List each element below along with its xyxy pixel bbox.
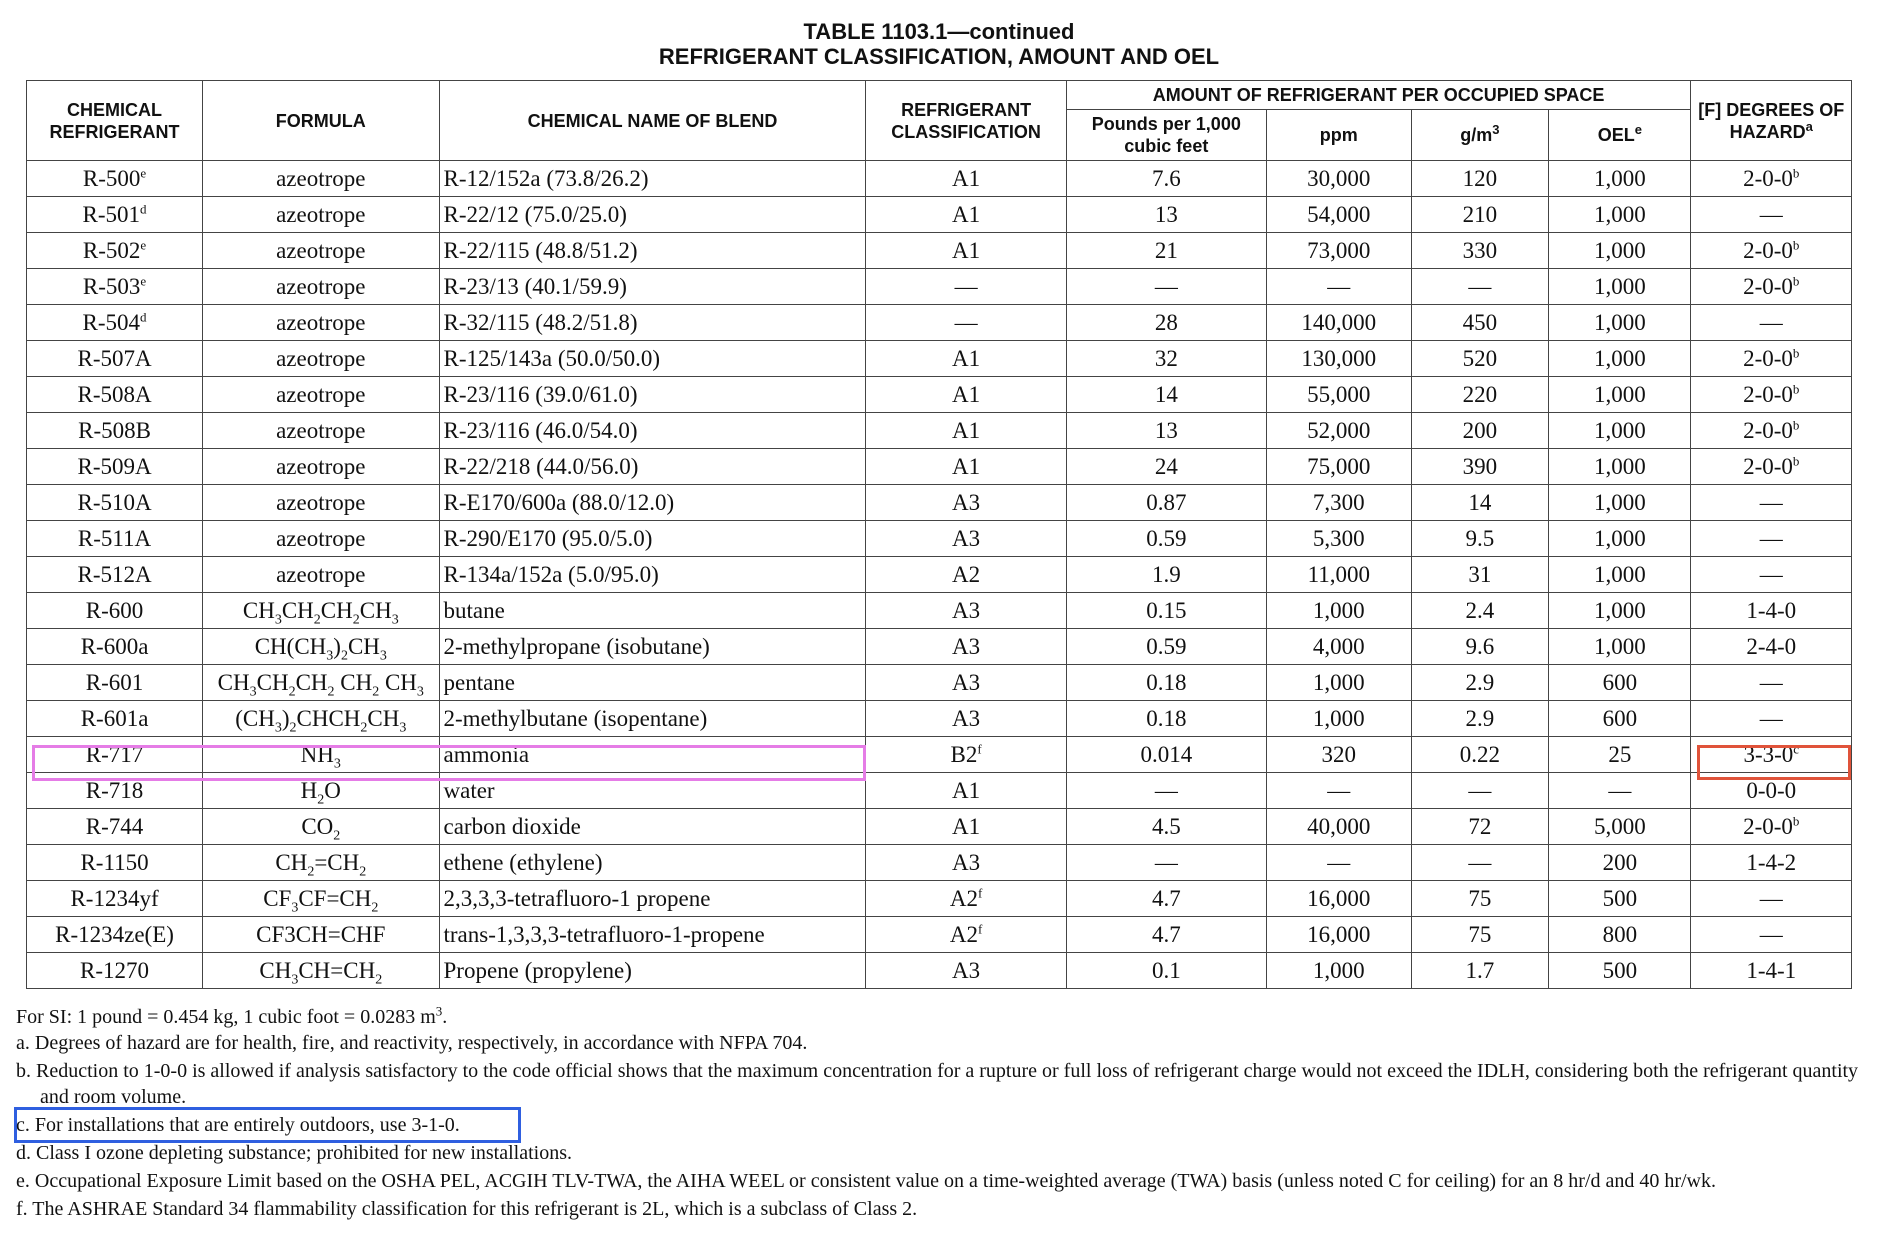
- cell-gm3: 2.9: [1411, 701, 1549, 737]
- header-ppm: ppm: [1266, 110, 1411, 161]
- table-row: [27, 845, 1852, 881]
- cell-hazard: 0-0-0: [1691, 773, 1852, 809]
- table-row: [27, 557, 1852, 593]
- cell-ppm: 54,000: [1266, 197, 1411, 233]
- cell-gm3: 75: [1411, 881, 1549, 917]
- table-row: [27, 665, 1852, 701]
- table-row: [27, 305, 1852, 341]
- cell-blend-name: ammonia: [439, 737, 866, 773]
- cell-refrigerant: R-600: [27, 593, 203, 629]
- cell-oel: 1,000: [1549, 593, 1691, 629]
- table-row: [27, 341, 1852, 377]
- cell-hazard: 3-3-0$^c$: [1691, 737, 1852, 773]
- cell-gm3: 220: [1411, 377, 1549, 413]
- cell-classification: —: [866, 305, 1066, 341]
- cell-formula: azeotrope: [203, 269, 439, 305]
- cell-pounds: 7.6: [1066, 161, 1266, 197]
- cell-blend-name: R-22/12 (75.0/25.0): [439, 197, 866, 233]
- cell-pounds: 0.014: [1066, 737, 1266, 773]
- cell-oel: 500: [1549, 953, 1691, 989]
- cell-refrigerant: R-501$^d$: [27, 197, 203, 233]
- cell-hazard: 1-4-0: [1691, 593, 1852, 629]
- cell-ppm: 1,000: [1266, 953, 1411, 989]
- cell-oel: 1,000: [1549, 305, 1691, 341]
- table-row: [27, 485, 1852, 521]
- cell-hazard: —: [1691, 701, 1852, 737]
- cell-pounds: 0.1: [1066, 953, 1266, 989]
- cell-blend-name: R-23/13 (40.1/59.9): [439, 269, 866, 305]
- cell-hazard: 2-0-0$^b$: [1691, 413, 1852, 449]
- cell-ppm: 30,000: [1266, 161, 1411, 197]
- cell-gm3: 9.6: [1411, 629, 1549, 665]
- header-blend: CHEMICAL NAME OF BLEND: [439, 81, 866, 161]
- cell-hazard: —: [1691, 665, 1852, 701]
- cell-pounds: 0.15: [1066, 593, 1266, 629]
- cell-formula: azeotrope: [203, 305, 439, 341]
- cell-formula: $CH(CH_3)_2CH_3$: [203, 629, 439, 665]
- cell-formula: $(CH_3)_2CHCH_2CH_3$: [203, 701, 439, 737]
- cell-formula: azeotrope: [203, 341, 439, 377]
- cell-formula: $CO_2$: [203, 809, 439, 845]
- cell-classification: A2: [866, 557, 1066, 593]
- cell-formula: $CH_2=CH_2$: [203, 845, 439, 881]
- cell-classification: —: [866, 269, 1066, 305]
- cell-pounds: 4.7: [1066, 917, 1266, 953]
- cell-ppm: 5,300: [1266, 521, 1411, 557]
- header-hazard: [F] DEGREES OF HAZARD$^a$: [1691, 81, 1852, 161]
- cell-refrigerant: R-508A: [27, 377, 203, 413]
- cell-classification: A3: [866, 593, 1066, 629]
- cell-oel: 500: [1549, 881, 1691, 917]
- cell-ppm: —: [1266, 269, 1411, 305]
- header-gm3: $g/m^3$: [1411, 110, 1549, 161]
- cell-formula: azeotrope: [203, 557, 439, 593]
- cell-oel: 1,000: [1549, 485, 1691, 521]
- cell-ppm: 1,000: [1266, 701, 1411, 737]
- cell-oel: 1,000: [1549, 269, 1691, 305]
- cell-oel: 800: [1549, 917, 1691, 953]
- cell-classification: A1: [866, 773, 1066, 809]
- cell-pounds: 14: [1066, 377, 1266, 413]
- cell-classification: A3: [866, 701, 1066, 737]
- cell-refrigerant: R-744: [27, 809, 203, 845]
- table-row: [27, 449, 1852, 485]
- cell-hazard: 2-0-0$^b$: [1691, 269, 1852, 305]
- cell-ppm: 73,000: [1266, 233, 1411, 269]
- cell-refrigerant: R-601a: [27, 701, 203, 737]
- cell-formula: $CH_3CH_2CH_2$ $CH_2$ $CH_3$: [203, 665, 439, 701]
- cell-gm3: 390: [1411, 449, 1549, 485]
- cell-ppm: —: [1266, 773, 1411, 809]
- cell-blend-name: carbon dioxide: [439, 809, 866, 845]
- cell-oel: 5,000: [1549, 809, 1691, 845]
- cell-pounds: 13: [1066, 197, 1266, 233]
- cell-hazard: 2-0-0$^b$: [1691, 449, 1852, 485]
- cell-oel: 1,000: [1549, 341, 1691, 377]
- cell-pounds: 28: [1066, 305, 1266, 341]
- cell-blend-name: trans-1,3,3,3-tetrafluoro-1-propene: [439, 917, 866, 953]
- table-row: [27, 629, 1852, 665]
- cell-oel: 1,000: [1549, 161, 1691, 197]
- cell-hazard: —: [1691, 557, 1852, 593]
- cell-gm3: 210: [1411, 197, 1549, 233]
- cell-formula: azeotrope: [203, 233, 439, 269]
- cell-formula: $H_2O$: [203, 773, 439, 809]
- cell-hazard: 2-0-0$^b$: [1691, 377, 1852, 413]
- cell-classification: A2$^f$: [866, 917, 1066, 953]
- table-row: [27, 881, 1852, 917]
- cell-oel: 200: [1549, 845, 1691, 881]
- cell-gm3: 2.4: [1411, 593, 1549, 629]
- cell-pounds: 13: [1066, 413, 1266, 449]
- table-row: [27, 413, 1852, 449]
- cell-classification: A1: [866, 233, 1066, 269]
- cell-oel: 600: [1549, 665, 1691, 701]
- cell-ppm: 1,000: [1266, 593, 1411, 629]
- cell-blend-name: R-290/E170 (95.0/5.0): [439, 521, 866, 557]
- cell-classification: A3: [866, 953, 1066, 989]
- cell-refrigerant: R-1234ze(E): [27, 917, 203, 953]
- cell-hazard: —: [1691, 197, 1852, 233]
- cell-classification: A3: [866, 629, 1066, 665]
- cell-formula: $CF_3CF=CH_2$: [203, 881, 439, 917]
- cell-pounds: 0.18: [1066, 701, 1266, 737]
- header-chemical: CHEMICAL REFRIGERANT: [27, 81, 203, 161]
- highlight-hazard-r717: [1697, 745, 1851, 780]
- cell-refrigerant: R-600a: [27, 629, 203, 665]
- cell-blend-name: R-23/116 (46.0/54.0): [439, 413, 866, 449]
- table-row: [27, 701, 1852, 737]
- cell-ppm: 11,000: [1266, 557, 1411, 593]
- header-amount-group: AMOUNT OF REFRIGERANT PER OCCUPIED SPACE: [1066, 81, 1691, 110]
- cell-hazard: 2-0-0$^b$: [1691, 161, 1852, 197]
- cell-pounds: 24: [1066, 449, 1266, 485]
- cell-gm3: 450: [1411, 305, 1549, 341]
- header-formula: FORMULA: [203, 81, 439, 161]
- cell-blend-name: Propene (propylene): [439, 953, 866, 989]
- cell-classification: A1: [866, 413, 1066, 449]
- table-row: [27, 377, 1852, 413]
- cell-oel: 1,000: [1549, 377, 1691, 413]
- cell-hazard: 2-0-0$^b$: [1691, 341, 1852, 377]
- cell-pounds: 4.7: [1066, 881, 1266, 917]
- cell-blend-name: R-23/116 (39.0/61.0): [439, 377, 866, 413]
- cell-gm3: 330: [1411, 233, 1549, 269]
- table-row: [27, 953, 1852, 989]
- cell-oel: 1,000: [1549, 197, 1691, 233]
- cell-blend-name: R-22/115 (48.8/51.2): [439, 233, 866, 269]
- table-row: [27, 917, 1852, 953]
- cell-formula: azeotrope: [203, 377, 439, 413]
- cell-pounds: 0.87: [1066, 485, 1266, 521]
- cell-classification: A1: [866, 809, 1066, 845]
- table-row: [27, 197, 1852, 233]
- cell-refrigerant: R-510A: [27, 485, 203, 521]
- cell-gm3: 120: [1411, 161, 1549, 197]
- cell-hazard: —: [1691, 881, 1852, 917]
- cell-formula: azeotrope: [203, 449, 439, 485]
- cell-refrigerant: R-508B: [27, 413, 203, 449]
- cell-gm3: 2.9: [1411, 665, 1549, 701]
- cell-hazard: —: [1691, 521, 1852, 557]
- cell-oel: 600: [1549, 701, 1691, 737]
- cell-gm3: —: [1411, 845, 1549, 881]
- cell-ppm: 52,000: [1266, 413, 1411, 449]
- table-row: [27, 161, 1852, 197]
- cell-hazard: 1-4-1: [1691, 953, 1852, 989]
- table-row: [27, 593, 1852, 629]
- cell-ppm: 16,000: [1266, 881, 1411, 917]
- cell-formula: CF3CH=CHF: [203, 917, 439, 953]
- cell-oel: 1,000: [1549, 413, 1691, 449]
- cell-oel: 1,000: [1549, 629, 1691, 665]
- table-row: [27, 809, 1852, 845]
- cell-hazard: 2-4-0: [1691, 629, 1852, 665]
- cell-classification: A3: [866, 845, 1066, 881]
- cell-gm3: 75: [1411, 917, 1549, 953]
- cell-formula: azeotrope: [203, 413, 439, 449]
- cell-pounds: 1.9: [1066, 557, 1266, 593]
- cell-gm3: 9.5: [1411, 521, 1549, 557]
- cell-refrigerant: R-717: [27, 737, 203, 773]
- note-f: f. The ASHRAE Standard 34 flammability classification for this refrigerant is 2L, which is a subclass of Class 2.: [16, 1198, 918, 1220]
- cell-ppm: 320: [1266, 737, 1411, 773]
- footnotes: [16, 1004, 1866, 1224]
- table-row: [27, 233, 1852, 269]
- cell-refrigerant: R-511A: [27, 521, 203, 557]
- table-row: [27, 269, 1852, 305]
- note-d: d. Class I ozone depleting substance; prohibited for new installations.: [16, 1142, 572, 1164]
- cell-pounds: —: [1066, 773, 1266, 809]
- cell-blend-name: ethene (ethylene): [439, 845, 866, 881]
- cell-gm3: 200: [1411, 413, 1549, 449]
- cell-classification: A1: [866, 377, 1066, 413]
- cell-hazard: 2-0-0$^b$: [1691, 809, 1852, 845]
- cell-refrigerant: R-502e: [27, 233, 203, 269]
- cell-blend-name: R-32/115 (48.2/51.8): [439, 305, 866, 341]
- header-oel: OEL$^e$: [1549, 110, 1691, 161]
- table-title: TABLE 1103.1—continued: [803, 19, 1075, 44]
- cell-gm3: —: [1411, 773, 1549, 809]
- cell-ppm: 16,000: [1266, 917, 1411, 953]
- note-b: b. Reduction to 1-0-0 is allowed if analysis satisfactory to the code official shows that the maximum concentration for a rupture or full loss of refrigerant charge would not exceed the IDLH, considering both the refrigerant quantity and room volume.: [16, 1060, 1859, 1108]
- cell-ppm: 4,000: [1266, 629, 1411, 665]
- cell-refrigerant: R-1234yf: [27, 881, 203, 917]
- cell-formula: azeotrope: [203, 485, 439, 521]
- cell-pounds: 21: [1066, 233, 1266, 269]
- cell-pounds: 0.18: [1066, 665, 1266, 701]
- cell-classification: A1: [866, 197, 1066, 233]
- cell-refrigerant: R-509A: [27, 449, 203, 485]
- cell-oel: 1,000: [1549, 233, 1691, 269]
- cell-pounds: —: [1066, 845, 1266, 881]
- cell-refrigerant: R-507A: [27, 341, 203, 377]
- note-c: c. For installations that are entirely outdoors, use 3-1-0.: [16, 1114, 460, 1136]
- cell-pounds: 32: [1066, 341, 1266, 377]
- cell-formula: $NH_3$: [203, 737, 439, 773]
- cell-oel: 1,000: [1549, 449, 1691, 485]
- note-a: a. Degrees of hazard are for health, fire, and reactivity, respectively, in accordance with NFPA 704.: [16, 1032, 808, 1054]
- cell-oel: —: [1549, 773, 1691, 809]
- cell-classification: A3: [866, 521, 1066, 557]
- cell-ppm: 40,000: [1266, 809, 1411, 845]
- table-row: [27, 521, 1852, 557]
- cell-blend-name: R-134a/152a (5.0/95.0): [439, 557, 866, 593]
- cell-ppm: —: [1266, 845, 1411, 881]
- cell-blend-name: R-12/152a (73.8/26.2): [439, 161, 866, 197]
- cell-classification: A1: [866, 449, 1066, 485]
- cell-formula: azeotrope: [203, 521, 439, 557]
- cell-formula: azeotrope: [203, 161, 439, 197]
- cell-refrigerant: R-718: [27, 773, 203, 809]
- cell-pounds: 4.5: [1066, 809, 1266, 845]
- highlight-row-r717: [32, 745, 866, 781]
- cell-blend-name: 2-methylpropane (isobutane): [439, 629, 866, 665]
- cell-refrigerant: R-512A: [27, 557, 203, 593]
- cell-hazard: —: [1691, 917, 1852, 953]
- cell-hazard: 1-4-2: [1691, 845, 1852, 881]
- cell-classification: A3: [866, 665, 1066, 701]
- cell-blend-name: pentane: [439, 665, 866, 701]
- cell-blend-name: R-E170/600a (88.0/12.0): [439, 485, 866, 521]
- cell-ppm: 7,300: [1266, 485, 1411, 521]
- header-classification: REFRIGERANT CLASSIFICATION: [866, 81, 1066, 161]
- cell-oel: 1,000: [1549, 557, 1691, 593]
- cell-ppm: 1,000: [1266, 665, 1411, 701]
- cell-classification: A1: [866, 341, 1066, 377]
- cell-hazard: 2-0-0$^b$: [1691, 233, 1852, 269]
- cell-oel: 1,000: [1549, 521, 1691, 557]
- cell-blend-name: 2,3,3,3-tetrafluoro-1 propene: [439, 881, 866, 917]
- cell-classification: A1: [866, 161, 1066, 197]
- refrigerant-table: [26, 80, 1852, 989]
- cell-classification: A2$^f$: [866, 881, 1066, 917]
- cell-gm3: 520: [1411, 341, 1549, 377]
- cell-pounds: 0.59: [1066, 629, 1266, 665]
- cell-formula: azeotrope: [203, 197, 439, 233]
- cell-ppm: 130,000: [1266, 341, 1411, 377]
- cell-blend-name: 2-methylbutane (isopentane): [439, 701, 866, 737]
- table-body: [27, 161, 1852, 989]
- note-si: For SI: 1 pound = 0.454 kg, 1 cubic foot = 0.0283 $m^3$.: [16, 1003, 448, 1028]
- cell-blend-name: R-22/218 (44.0/56.0): [439, 449, 866, 485]
- cell-gm3: 0.22: [1411, 737, 1549, 773]
- cell-refrigerant: R-500e: [27, 161, 203, 197]
- cell-pounds: —: [1066, 269, 1266, 305]
- cell-refrigerant: R-601: [27, 665, 203, 701]
- cell-gm3: 14: [1411, 485, 1549, 521]
- header-pounds: Pounds per 1,000 cubic feet: [1066, 110, 1266, 161]
- cell-ppm: 75,000: [1266, 449, 1411, 485]
- cell-gm3: 72: [1411, 809, 1549, 845]
- cell-blend-name: R-125/143a (50.0/50.0): [439, 341, 866, 377]
- note-e: e. Occupational Exposure Limit based on the OSHA PEL, ACGIH TLV-TWA, the AIHA WEEL or consistent value on a time-weighted average (TWA) basis (unless noted C for ceiling) for an 8 hr/d and 40 hr/wk.: [16, 1170, 1716, 1192]
- cell-gm3: 1.7: [1411, 953, 1549, 989]
- cell-gm3: 31: [1411, 557, 1549, 593]
- cell-blend-name: butane: [439, 593, 866, 629]
- cell-formula: $CH_3CH=CH_2$: [203, 953, 439, 989]
- cell-refrigerant: R-503e: [27, 269, 203, 305]
- cell-classification: B2$^f$: [866, 737, 1066, 773]
- cell-blend-name: water: [439, 773, 866, 809]
- cell-gm3: —: [1411, 269, 1549, 305]
- cell-refrigerant: R-1270: [27, 953, 203, 989]
- cell-ppm: 140,000: [1266, 305, 1411, 341]
- cell-hazard: —: [1691, 305, 1852, 341]
- cell-ppm: 55,000: [1266, 377, 1411, 413]
- cell-classification: A3: [866, 485, 1066, 521]
- cell-oel: 25: [1549, 737, 1691, 773]
- cell-hazard: —: [1691, 485, 1852, 521]
- table-subtitle: REFRIGERANT CLASSIFICATION, AMOUNT AND OEL: [658, 44, 1220, 69]
- cell-pounds: 0.59: [1066, 521, 1266, 557]
- cell-refrigerant: R-504$^d$: [27, 305, 203, 341]
- cell-refrigerant: R-1150: [27, 845, 203, 881]
- cell-formula: $CH_3CH_2CH_2CH_3$: [203, 593, 439, 629]
